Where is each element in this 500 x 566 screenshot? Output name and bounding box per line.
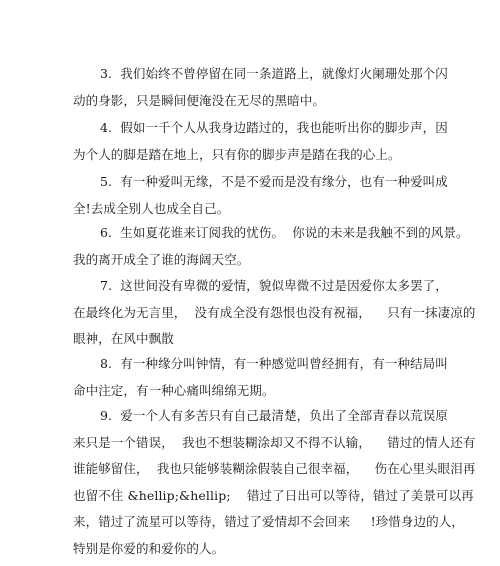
text-line: 5. 有一种爱叫无缘，不是不爱而是没有缘分，也有一种爱叫成	[100, 174, 448, 189]
text-line: 我的离开成全了谁的海阔天空。	[73, 251, 250, 267]
text-line: 7. 这世间没有卑微的爱情，貌似卑微不过是因爱你太多罢了，	[100, 278, 448, 293]
paragraph-9	[73, 403, 476, 562]
paragraph-5	[73, 169, 473, 222]
text-line: 6. 生如夏花谁来订阅我的忧伤。 你说的未来是我触不到的风景。	[100, 225, 469, 240]
text-line: 全!去成全别人也成全自己。	[73, 200, 230, 216]
text-line: 特别是你爱的和爱你的人。	[73, 540, 225, 556]
paragraph-4	[73, 115, 473, 168]
text-line: 8. 有一种缘分叫钟情，有一种感觉叫曾经拥有，有一种结局叫	[100, 356, 448, 371]
paragraph-6	[73, 220, 473, 273]
text-line: 来，错过了流星可以等待，错过了爱情却不会回来 !珍惜身边的人，	[73, 514, 464, 529]
paragraph-3	[73, 61, 473, 114]
paragraph-8	[73, 351, 473, 404]
text-line: 谁能够留住， 我也只能够装糊涂假装自己很幸福， 伤在心里头眼泪再	[73, 461, 476, 476]
text-line: 4. 假如一千个人从我身边踏过的，我也能听出你的脚步声，因	[100, 120, 448, 135]
text-line: 在最终化为无言里， 没有成全没有怨恨也没有祝福， 只有一抹凄凉的	[73, 304, 476, 320]
text-line: 眼神，在风中飘散	[73, 331, 174, 346]
text-line: 动的身影，只是瞬间便淹没在无尽的黑暗中。	[73, 92, 326, 108]
text-line: 也留不住 &hellip;&hellip; 错过了日出可以等待，错过了美景可以再	[73, 487, 474, 503]
text-line: 9. 爱一个人有多苦只有自己最清楚，负出了全部青春以荒误原	[100, 408, 448, 423]
text-line: 3. 我们始终不曾停留在同一条道路上，就像灯火阑珊处那个闪	[100, 66, 448, 81]
paragraph-7	[73, 273, 476, 353]
text-line: 为个人的脚是踏在地上，只有你的脚步声是踏在我的心上。	[73, 146, 401, 162]
text-line: 命中注定，有一种心痛叫绵绵无期。	[73, 382, 275, 398]
text-line: 来只是一个错误， 我也不想装糊涂却又不得不认输， 错过的情人还有	[73, 434, 476, 450]
